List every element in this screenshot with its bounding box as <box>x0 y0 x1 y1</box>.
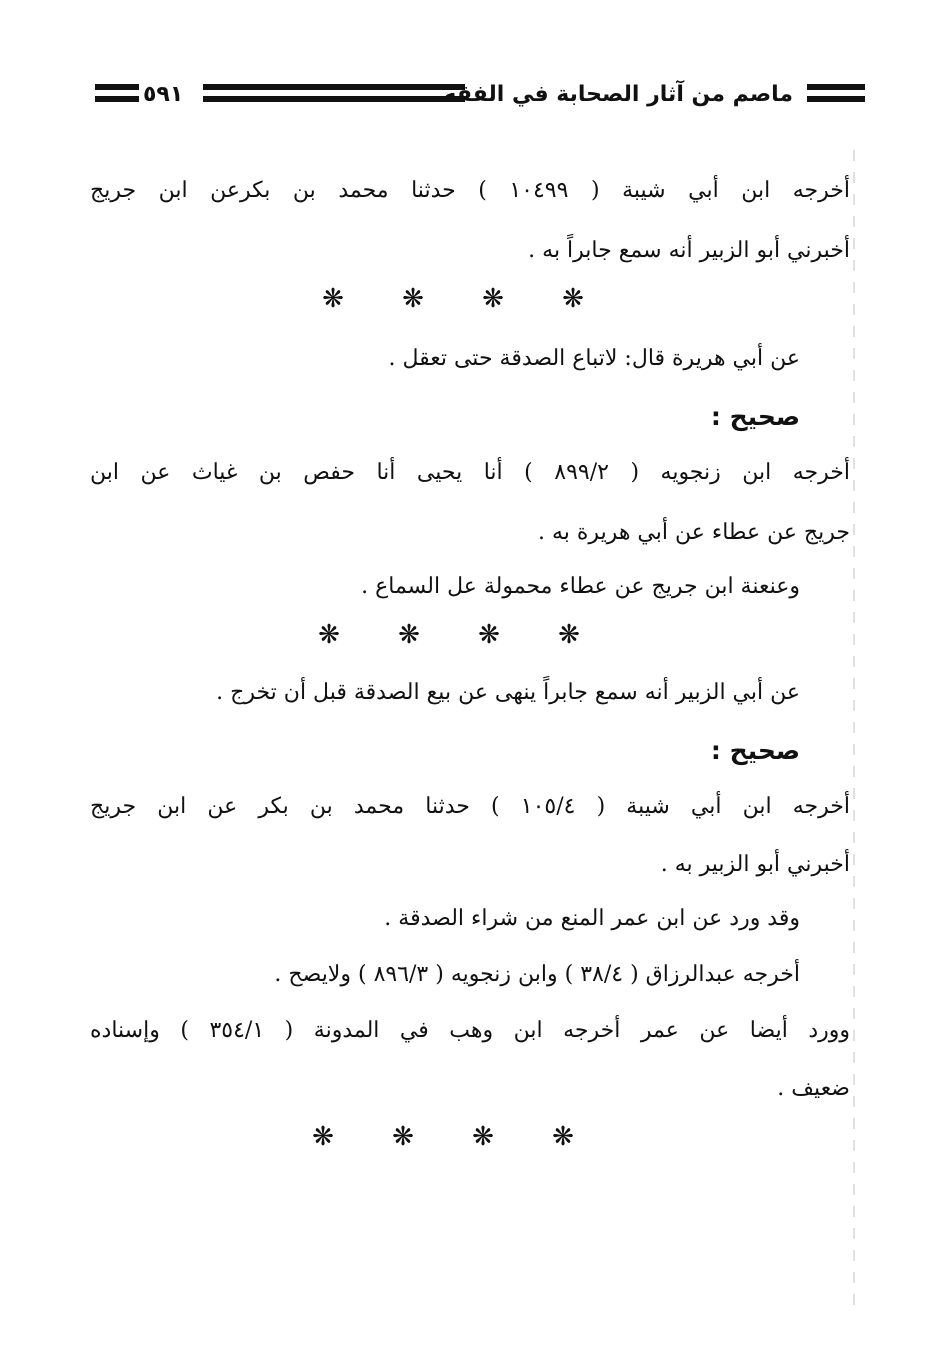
book-title: ماصم من آثار الصحابة في الفقه <box>443 82 793 107</box>
grading-heading: صحيح : <box>710 736 800 765</box>
text-line: أخرجه ابن أبي شيبة ( ١٠٥/٤ ) حدثنا محمد بن بكر عن ابن جريج <box>90 794 851 819</box>
text-line: أخرجه ابن أبي شيبة ( ١٠٤٩٩ ) حدثنا محمد بن بكرعن ابن جريج <box>90 178 850 203</box>
text-line: جريج عن عطاء عن أبي هريرة به . <box>538 520 850 545</box>
ornament-star-icon: ❋ <box>482 284 504 314</box>
text-line: عن أبي الزبير أنه سمع جابراً ينهى عن بيع الصدقة قبل أن تخرج . <box>216 680 800 705</box>
header-rule-left-bottom <box>95 96 139 102</box>
ornament-star-icon: ❋ <box>402 284 424 314</box>
ornament-star-icon: ❋ <box>322 284 344 314</box>
ornament-star-icon: ❋ <box>318 620 340 650</box>
header-rule-right-top <box>807 84 865 90</box>
text-line: وورد أيضا عن عمر أخرجه ابن وهب في المدونة ( ٣٥٤/١ ) وإسناده <box>90 1018 851 1043</box>
text-line: أخبرني أبو الزبير به . <box>660 852 850 877</box>
header-rule-middle-top <box>203 84 465 90</box>
ornament-star-icon: ❋ <box>562 284 584 314</box>
ornament-star-icon: ❋ <box>472 1122 494 1152</box>
section-separator <box>308 1122 578 1152</box>
text-line: وقد ورد عن ابن عمر المنع من شراء الصدقة . <box>384 906 800 931</box>
ornament-star-icon: ❋ <box>552 1122 574 1152</box>
ornament-star-icon: ❋ <box>312 1122 334 1152</box>
page-number: ٥٩١ <box>143 82 184 107</box>
grading-heading: صحيح : <box>710 402 800 431</box>
text-line: أخرجه عبدالرزاق ( ٣٨/٤ ) وابن زنجويه ( ٨٩٦/٣ ) ولايصح . <box>274 962 800 987</box>
header-rule-right-bottom <box>807 96 865 102</box>
ornament-star-icon: ❋ <box>398 620 420 650</box>
text-line: وعنعنة ابن جريج عن عطاء محمولة عل السماع . <box>361 574 800 599</box>
section-separator <box>314 620 584 650</box>
text-line: عن أبي هريرة قال: لاتباع الصدقة حتى تعقل . <box>388 346 800 371</box>
header-rule-left-top <box>95 84 139 90</box>
section-separator <box>318 284 588 314</box>
margin-guide <box>853 150 855 1310</box>
ornament-star-icon: ❋ <box>478 620 500 650</box>
ornament-star-icon: ❋ <box>392 1122 414 1152</box>
header-rule-middle-bottom <box>203 96 465 102</box>
text-line: ضعيف . <box>777 1076 850 1101</box>
running-header <box>95 78 865 122</box>
text-line: أخبرني أبو الزبير أنه سمع جابراً به . <box>528 238 850 263</box>
text-line: أخرجه ابن زنجويه ( ٨٩٩/٢ ) أنا يحيى أنا حفص بن غياث عن ابن <box>90 460 850 485</box>
ornament-star-icon: ❋ <box>558 620 580 650</box>
